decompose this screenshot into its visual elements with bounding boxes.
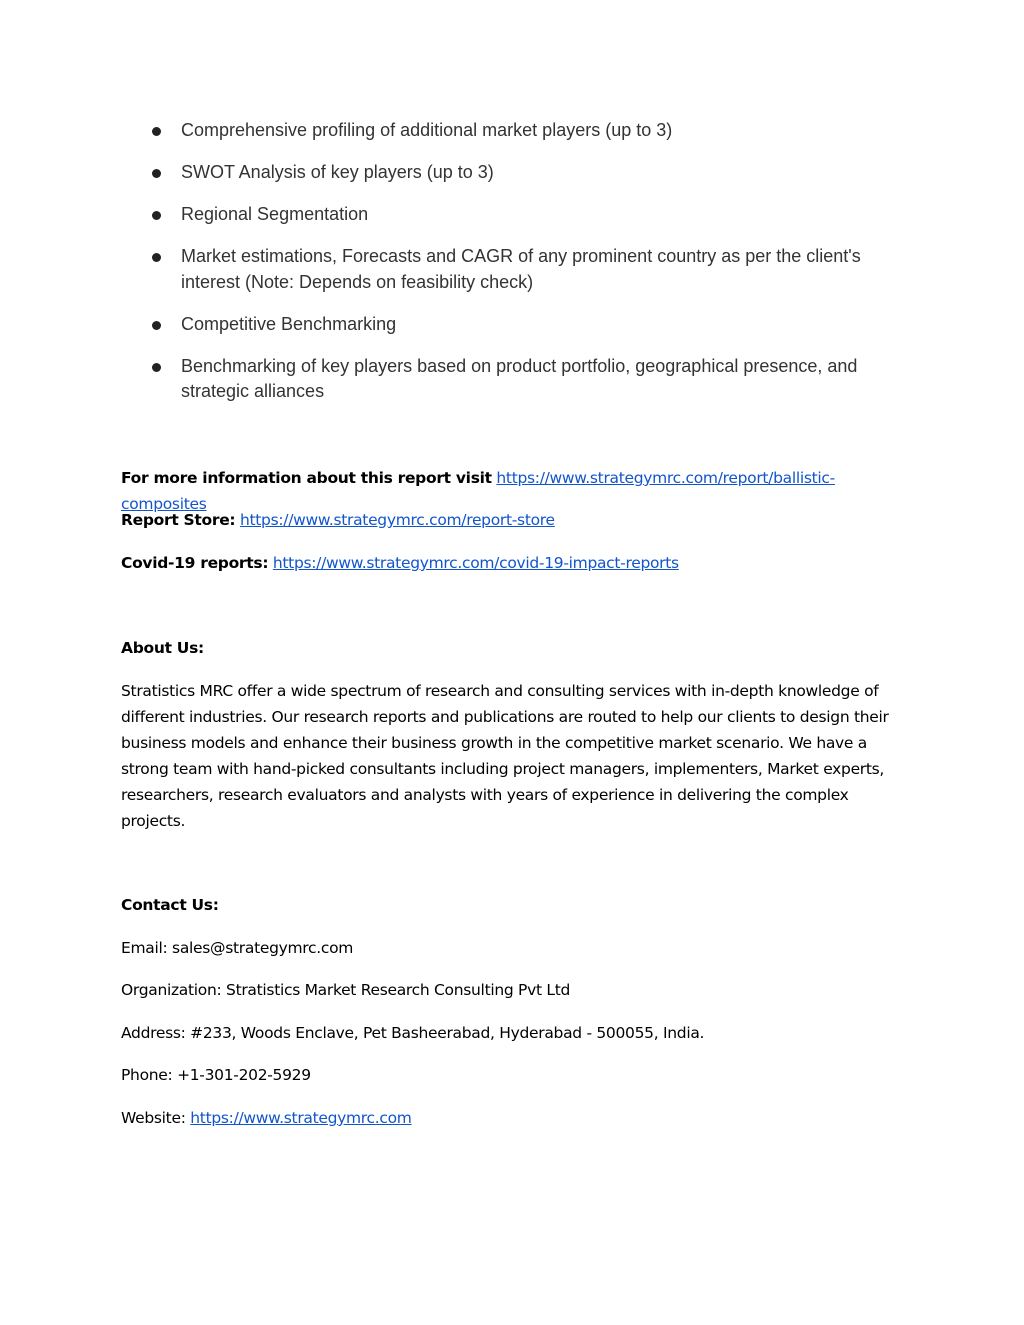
contact-website-line (121, 1105, 911, 1131)
bullet-item (148, 354, 908, 405)
bullet-item (148, 244, 908, 295)
bullet-dot-icon (152, 253, 161, 262)
bullet-dot-icon (152, 363, 161, 372)
more-info-label: For more information about this report visit (121, 469, 492, 487)
covid-reports-link[interactable]: https://www.strategymrc.com/covid-19-impact-reports (272, 554, 679, 572)
report-link[interactable]: https://www.strategymrc.com/report/ballistic-composites (121, 469, 835, 513)
contact-phone: Phone: +1-301-202-5929 (121, 1066, 311, 1084)
bullet-dot-icon (152, 169, 161, 178)
about-paragraph (121, 678, 911, 834)
about-line: strong team with hand-picked consultants including project managers, implementers, Market experts, (121, 760, 885, 778)
website-label: Website: (121, 1109, 186, 1127)
bullet-text: Benchmarking of key players based on product portfolio, geographical presence, and strategic alliances (181, 355, 858, 401)
bullet-text: SWOT Analysis of key players (up to 3) (181, 162, 494, 182)
bullet-dot-icon (152, 321, 161, 330)
contact-email: Email: sales@strategymrc.com (121, 939, 354, 957)
feature-bullet-list (148, 118, 908, 421)
about-heading: About Us: (121, 639, 204, 657)
bullet-dot-icon (152, 211, 161, 220)
contact-organization: Organization: Stratistics Market Research Consulting Pvt Ltd (121, 981, 571, 999)
about-line: business models and enhance their business growth in the competitive market scenario. We have a (121, 734, 867, 752)
about-line: researchers, research evaluators and analysts with years of experience in delivering the complex (121, 786, 849, 804)
about-line: projects. (121, 812, 186, 830)
report-store-label: Report Store: (121, 511, 236, 529)
bullet-text: Competitive Benchmarking (181, 313, 397, 334)
bullet-text: Regional Segmentation (181, 204, 369, 224)
bullet-item (148, 118, 908, 144)
bullet-text: Market estimations, Forecasts and CAGR of any prominent country as per the client's interest (Note: Depends on feasibility check) (181, 246, 861, 292)
website-link[interactable]: https://www.strategymrc.com (190, 1109, 412, 1127)
bullet-item (148, 160, 908, 186)
contact-heading: Contact Us: (121, 896, 219, 914)
bullet-item (148, 202, 908, 228)
contact-address: Address: #233, Woods Enclave, Pet Basheerabad, Hyderabad - 500055, India. (121, 1024, 705, 1042)
about-line: different industries. Our research reports and publications are routed to help our clients to design their (121, 708, 889, 726)
covid-reports-line (121, 550, 911, 576)
covid-reports-label: Covid-19 reports: (121, 554, 269, 572)
about-line: Stratistics MRC offer a wide spectrum of research and consulting services with in-depth knowledge of (121, 682, 879, 700)
bullet-dot-icon (152, 127, 161, 136)
report-store-line (121, 507, 911, 533)
bullet-item (148, 312, 908, 338)
bullet-text: Comprehensive profiling of additional market players (up to 3) (181, 120, 673, 140)
report-store-link[interactable]: https://www.strategymrc.com/report-store (239, 511, 555, 529)
